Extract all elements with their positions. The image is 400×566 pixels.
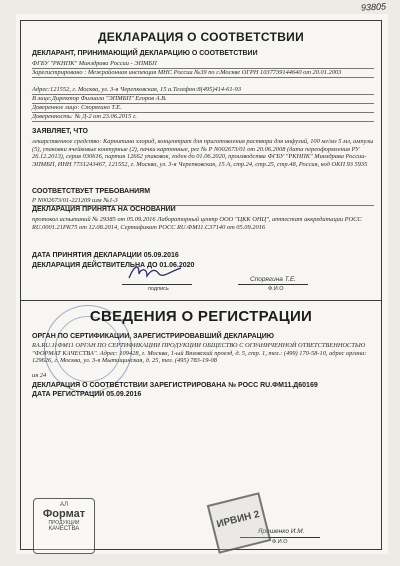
declaration-registered: ДЕКЛАРАЦИЯ О СООТВЕТСТВИИ ЗАРЕГИСТРИРОВАНА № РОСС RU.ФМ11.Д60169: [32, 382, 318, 389]
applicant-name: ФГБУ "РКНПК" Минздрава России - ЭПМБП: [32, 60, 374, 69]
valid-until: ДЕКЛАРАЦИЯ ДЕЙСТВИТЕЛЬНА ДО 01.06.2020: [32, 262, 195, 269]
registration-signer-name: Ярошенко И.М.: [258, 528, 305, 535]
signer-line: [238, 284, 308, 285]
cert-body-extra: ия 24: [32, 372, 47, 379]
proxy-person: Доверенное лицо: Спорягино Т.Е.: [32, 104, 374, 113]
registration-date: ДАТА РЕГИСТРАЦИИ 05.09.2016: [32, 391, 142, 398]
basis-heading: ДЕКЛАРАЦИЯ ПРИНЯТА НА ОСНОВАНИИ: [32, 206, 176, 213]
claims-heading: ЗАЯВЛЯЕТ, ЧТО: [32, 128, 88, 135]
applicant-heading: ДЕКЛАРАНТ, ПРИНИМАЮЩИЙ ДЕКЛАРАЦИЮ О СООТВЕТСТВИИ: [32, 50, 258, 57]
format-quality-stamp: АЛ Формат ПРОДУКЦИИ КАЧЕСТВА: [33, 498, 95, 554]
signer-name: Спорягина Т.Е.: [250, 276, 297, 283]
section-divider: [20, 300, 382, 301]
proxy-document: Доверенность: № Д-2 от 23.06.2015 г.: [32, 113, 374, 122]
applicant-director: В лице:Директор Филиала "ЭПМБП" Егоров А.В.: [32, 95, 374, 104]
cert-body-heading: ОРГАН ПО СЕРТИФИКАЦИИ, ЗАРЕГИСТРИРОВАВШИЙ ДЕКЛАРАЦИЮ: [32, 333, 275, 340]
requirements-heading: СООТВЕТСТВУЕТ ТРЕБОВАНИЯМ: [32, 188, 151, 195]
registration-title: СВЕДЕНИЯ О РЕГИСТРАЦИИ: [89, 308, 313, 325]
accepted-date: ДАТА ПРИНЯТИЯ ДЕКЛАРАЦИИ 05.09.2016: [32, 252, 179, 259]
signature-line: [122, 284, 192, 285]
claims-text: лекарственное средство: Карнитина хлорид, концентрат для приготовления раствора для инфузий, 100 мг/мл 5 мл, ампулы (5), упаковки ячейковые контурные (2), пачки картонные, рег № Р N002673/01 от 20.06.2008 (дата переоформления РУ 26.12.2013), серия 030616, партия 12662 упаковок, годен до 01.06.2020, производства ФГБУ "РКНПК" Минздрава России-ЭПМБП, ИНН 7731243467, 121552, г. Москва, ул. 3-я Черепковская, 15 А, стр.24, стр.25, стр.48, Россия, код ОКП 93 5935: [32, 138, 374, 168]
declaration-title: ДЕКЛАРАЦИЯ О СООТВЕТСТВИИ: [97, 30, 305, 44]
handwritten-doc-number: 93805: [360, 1, 387, 13]
signature-label: подпись: [148, 286, 169, 292]
signature-handwritten: [125, 262, 185, 284]
registration-info: Зарегистрировано : Межрайонная инспекция МНС России №39 по г.Москве ОГРН 1037739144640 от 20.01.2003: [32, 69, 374, 78]
signer-label: Ф.И.О: [268, 286, 284, 292]
applicant-address: Адрес:121552, г. Москва, ул. 3-я Черепковская, 15 а.Телефон:8(495)414-61-93: [32, 86, 374, 95]
requirements-text: Р N002673/01-221209 изм №1-3: [32, 197, 374, 206]
registration-signer-label: Ф.И.О: [272, 539, 288, 545]
basis-text: протокол испытаний № 29385 от 05.09.2016 Лабораторный центр ООО "ЦКК ОНЦ", аттестат аккредитации РОСС RU.0001.21PK75 от 12.08.2014, Сертификат РОСС RU.ФМ11.С37140 от 05.09.2016: [32, 216, 362, 231]
cert-body-text: RA.RU.11ФМ11 ОРГАН ПО СЕРТИФИКАЦИИ ПРОДУКЦИИ ОБЩЕСТВО С ОГРАНИЧЕННОЙ ОТВЕТСТВЕННОСТЬЮ "ФОРМАТ КАЧЕСТВА". Адрес: 109428, г. Москва, 1-ый Вязовский проезд, д. 5, стр. 1, тел.: (499) 170-58-10, адрес органа: 129626, г. Москва, ул. 3-я Мытищинская, д. 25, тел. (495) 783-19-08: [32, 342, 367, 365]
irvin-stamp: ИРВИН 2: [207, 492, 271, 554]
